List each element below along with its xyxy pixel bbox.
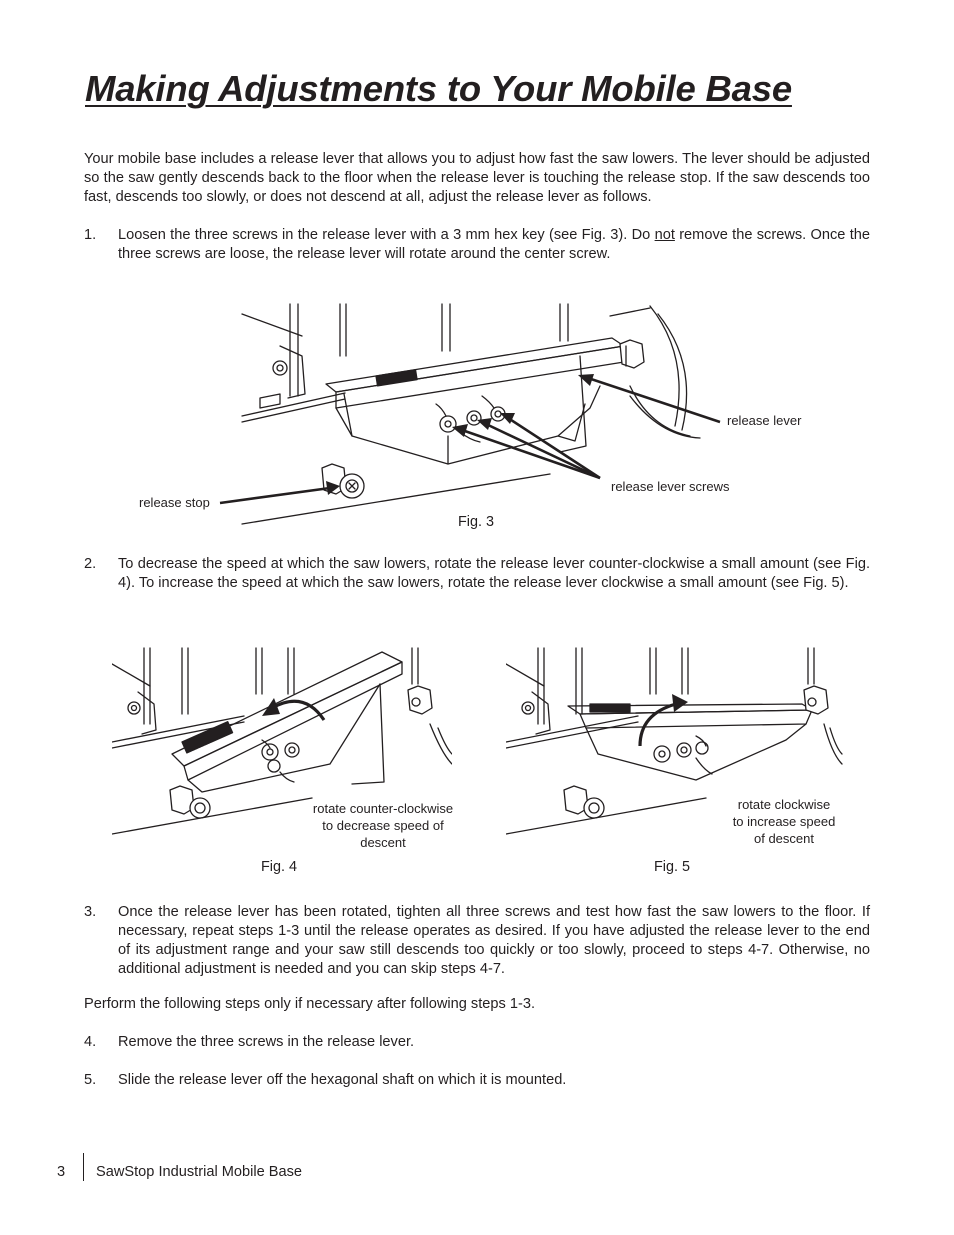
- figure-3-illustration: [130, 296, 830, 536]
- callout-release-lever: release lever: [727, 413, 802, 428]
- callout-line: rotate counter-clockwise: [312, 801, 454, 816]
- figure-4-caption: Fig. 4: [261, 859, 297, 875]
- step-text: Slide the release lever off the hexagonal shaft on which it is mounted.: [118, 1072, 567, 1088]
- step-text-emphasis: not: [654, 227, 675, 243]
- step-text-pre: Loosen the three screws in the release lever with a 3 mm hex key (see Fig. 3). Do: [118, 227, 655, 243]
- figure-3-caption: Fig. 3: [458, 514, 494, 530]
- conditional-note: Perform the following steps only if necessary after following steps 1-3.: [84, 996, 535, 1012]
- figure-5-caption: Fig. 5: [654, 859, 690, 875]
- callout-line: of descent: [754, 831, 814, 846]
- step-text-post: remove the screws. Once the three screws are loose, the release lever will rotate around the center screw.: [118, 227, 870, 262]
- step-text: Remove the three screws in the release lever.: [118, 1034, 415, 1050]
- figure-4-lever-label: Lower: [182, 740, 215, 763]
- step-3: [84, 903, 870, 979]
- step-number: 2.: [84, 556, 97, 572]
- step-text: Once the release lever has been rotated, tighten all three screws and test how fast the saw lowers to the floor. If necessary, repeat steps 1-3 until the release operates as desired. If you have adjusted the release lever to the end of its adjustment range and your saw still descends too quickly or too slowly, proceed to steps 4-7. Otherwise, no additional adjustment is needed and you can skip steps 4-7.: [118, 904, 870, 977]
- step-number: 4.: [84, 1034, 97, 1050]
- step-number: 5.: [84, 1072, 97, 1088]
- callout-release-stop: release stop: [139, 495, 210, 510]
- footer-doc-title: SawStop Industrial Mobile Base: [96, 1164, 303, 1180]
- page-title: Making Adjustments to Your Mobile Base: [85, 68, 792, 109]
- step-1: [84, 226, 870, 264]
- step-number: 3.: [84, 904, 97, 920]
- callout-line: to increase speed: [732, 814, 836, 829]
- footer-divider: [83, 1153, 84, 1181]
- callout-rotate-cw: [706, 796, 862, 847]
- callout-line: rotate clockwise: [737, 797, 831, 812]
- callout-rotate-ccw: [300, 800, 466, 851]
- page-number: 3: [57, 1164, 66, 1180]
- step-number: 1.: [84, 227, 97, 243]
- intro-paragraph: Your mobile base includes a release lever that allows you to adjust how fast the saw lowers. The lever should be adjusted so the saw gently descends back to the floor when the release lever is touching the release stop. If the saw descends too fast, descends too slowly, or does not descend at all, adjust the release lever as follows.: [84, 151, 870, 205]
- step-5: [84, 1071, 870, 1090]
- callout-line: to decrease speed of: [322, 818, 444, 833]
- step-4: [84, 1033, 870, 1052]
- callout-line: descent: [360, 835, 406, 850]
- step-text: [118, 226, 870, 264]
- step-2: [84, 555, 870, 593]
- callout-release-lever-screws: release lever screws: [611, 479, 730, 494]
- step-text: To decrease the speed at which the saw lowers, rotate the release lever counter-clockwise a small amount (see Fig. 4). To increase the speed at which the saw lowers, rotate the release lever clockwise a small amount (see Fig. 5).: [118, 556, 870, 591]
